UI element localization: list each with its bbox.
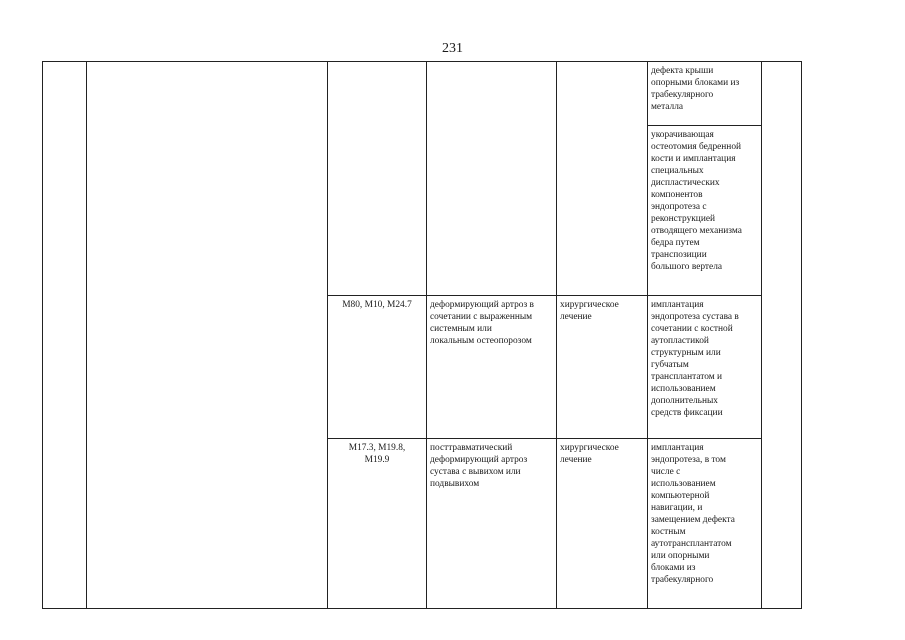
treatment-type-cell: хирургическое лечение [557, 439, 648, 609]
method-cell: дефекта крыши опорными блоками из трабекулярного металла [648, 62, 762, 126]
method-cell: укорачивающая остеотомия бедренной кости и имплантация специальных диспластических компонентов эндопротеза с реконструкцией отводящего механизма бедра путем транспозиции большого вертела [648, 126, 762, 296]
table-row [43, 62, 802, 126]
method-cell: имплантация эндопротеза, в том числе с использованием компьютерной навигации, и замещением дефекта костным аутотрансплантатом или опорными блоками из трабекулярного [648, 439, 762, 609]
model-cell [427, 62, 557, 296]
treatment-type-cell [557, 62, 648, 296]
model-cell: посттравматический деформирующий артроз сустава с вывихом или подвывихом [427, 439, 557, 609]
page-number: 231 [442, 41, 463, 56]
code-cell: M17.3, M19.8, M19.9 [328, 439, 427, 609]
profile-cell [87, 62, 328, 609]
number-cell [43, 62, 87, 609]
code-cell [328, 62, 427, 296]
method-cell: имплантация эндопротеза сустава в сочетании с костной аутопластикой структурным или губчатым трансплантатом и использованием дополнительных средств фиксации [648, 296, 762, 439]
code-cell: M80, M10, M24.7 [328, 296, 427, 439]
treatment-type-cell: хирургическое лечение [557, 296, 648, 439]
medical-care-table [42, 61, 802, 609]
cost-cell [762, 62, 802, 609]
model-cell: деформирующий артроз в сочетании с выраженным системным или локальным остеопорозом [427, 296, 557, 439]
